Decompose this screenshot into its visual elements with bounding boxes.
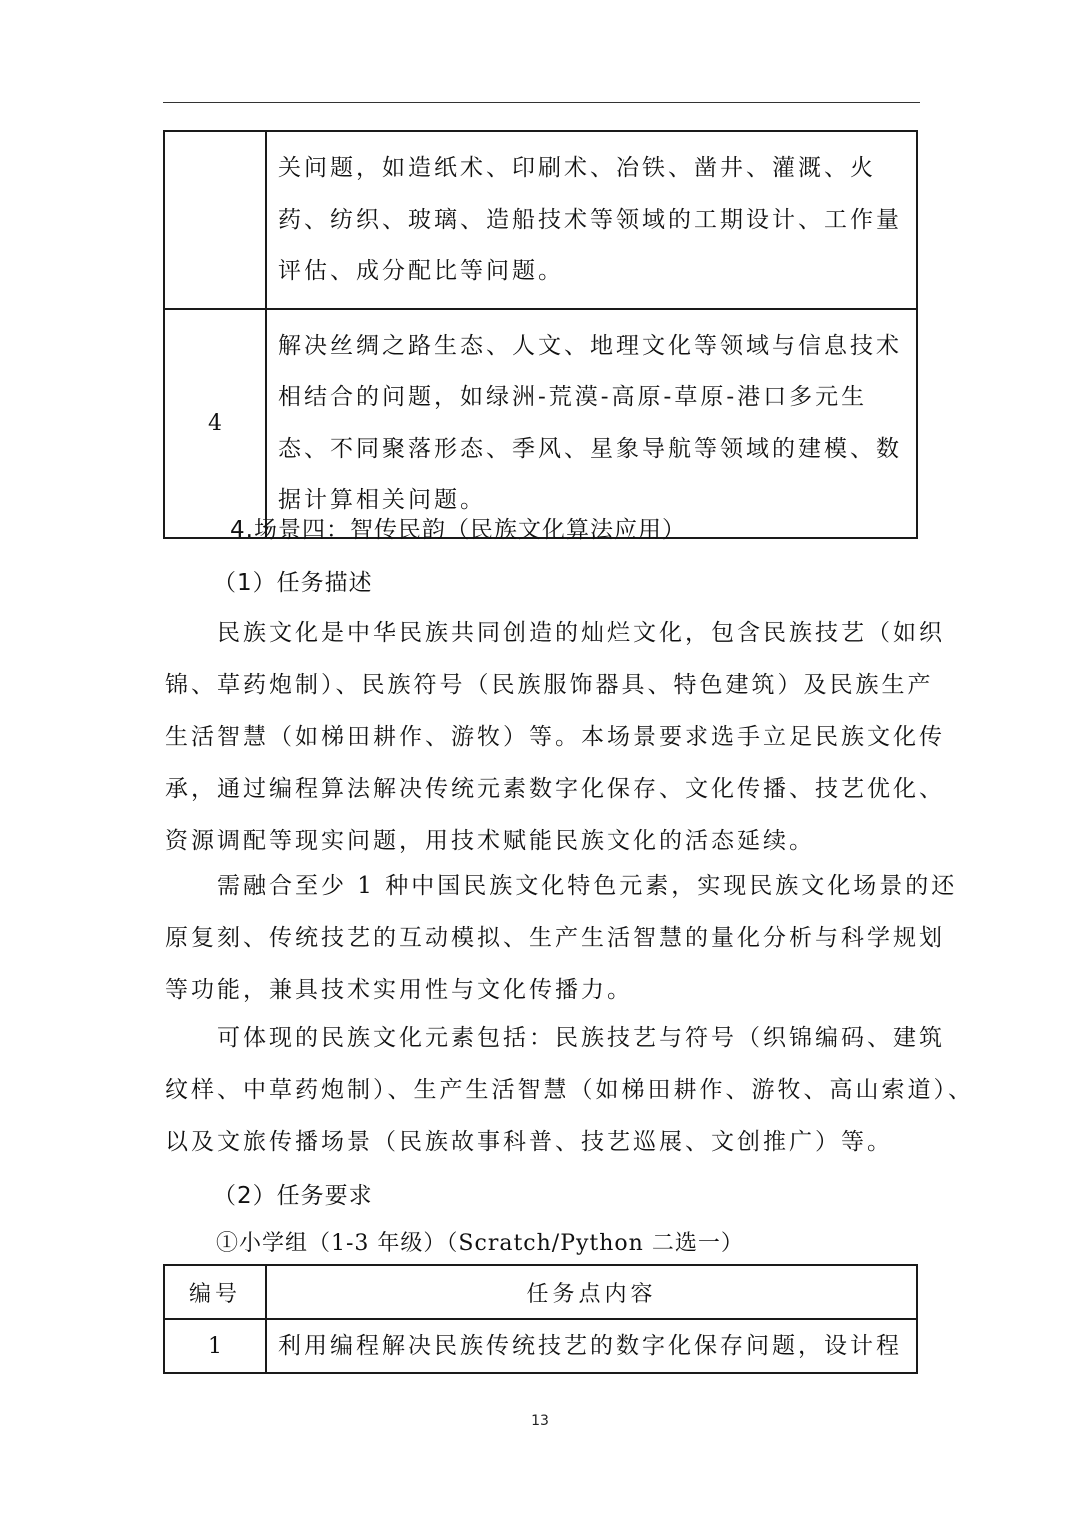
subheading-task-description: （1）任务描述 xyxy=(213,570,373,596)
paragraph-line: 资源调配等现实问题，用技术赋能民族文化的活态延续。 xyxy=(165,828,815,854)
table-row xyxy=(164,131,917,309)
task-content-line: 态、不同聚落形态、季风、星象导航等领域的建模、数 xyxy=(278,435,902,462)
paragraph-line: 锦、草药炮制）、民族符号（民族服饰器具、特色建筑）及民族生产 xyxy=(165,672,934,698)
group-label: ①小学组（1-3 年级）（Scratch/Python 二选一） xyxy=(216,1231,744,1256)
section-heading: 4.场景四：智传民韵（民族文化算法应用） xyxy=(230,517,686,543)
paragraph-line: 承，通过编程算法解决传统元素数字化保存、文化传播、技艺优化、 xyxy=(165,776,945,802)
task-content-line: 药、纺织、玻璃、造船技术等领域的工期设计、工作量 xyxy=(278,206,902,233)
header-rule xyxy=(163,102,920,103)
task-table xyxy=(163,1264,918,1374)
paragraph-line: 等功能，兼具技术实用性与文化传播力。 xyxy=(165,977,633,1003)
paragraph-elements xyxy=(165,1012,974,1168)
paragraph-line: 生活智慧（如梯田耕作、游牧）等。本场景要求选手立足民族文化传 xyxy=(165,724,945,750)
paragraph-line: 以及文旅传播场景（民族故事科普、技艺巡展、文创推广）等。 xyxy=(165,1129,893,1155)
paragraph-intro xyxy=(165,607,945,867)
task-content-cell: 利用编程解决民族传统技艺的数字化保存问题，设计程 xyxy=(266,1319,917,1373)
paragraph-line: 纹样、中草药炮制）、生产生活智慧（如梯田耕作、游牧、高山索道）、 xyxy=(165,1077,974,1103)
page-number: 13 xyxy=(531,1413,549,1429)
paragraph-line: 需融合至少 1 种中国民族文化特色元素，实现民族文化场景的还 xyxy=(217,873,958,899)
task-content-cell xyxy=(266,309,917,538)
task-number-cell xyxy=(164,131,266,309)
task-content-line: 评估、成分配比等问题。 xyxy=(278,258,564,284)
task-content-cell xyxy=(266,131,917,309)
column-header-number: 编号 xyxy=(164,1265,266,1319)
task-content-line: 相结合的问题，如绿洲-荒漠-高原-草原-港口多元生 xyxy=(278,384,868,410)
task-table-continued xyxy=(163,130,918,539)
table-row xyxy=(164,1319,917,1373)
task-content-line: 据计算相关问题。 xyxy=(278,487,486,513)
task-number-cell: 1 xyxy=(164,1319,266,1373)
table-row xyxy=(164,309,917,538)
paragraph-line: 可体现的民族文化元素包括：民族技艺与符号（织锦编码、建筑 xyxy=(217,1025,945,1051)
task-number-cell: 4 xyxy=(164,309,266,538)
paragraph-line: 民族文化是中华民族共同创造的灿烂文化，包含民族技艺（如织 xyxy=(217,620,945,646)
column-header-content: 任务点内容 xyxy=(266,1265,917,1319)
paragraph-line: 原复刻、传统技艺的互动模拟、生产生活智慧的量化分析与科学规划 xyxy=(165,925,945,951)
table-header-row xyxy=(164,1265,917,1319)
task-content-line: 解决丝绸之路生态、人文、地理文化等领域与信息技术 xyxy=(278,332,902,359)
task-content-line: 关问题，如造纸术、印刷术、冶铁、凿井、灌溉、火 xyxy=(278,155,876,181)
paragraph-requirements xyxy=(165,860,958,1016)
subheading-task-requirements: （2）任务要求 xyxy=(213,1183,373,1209)
